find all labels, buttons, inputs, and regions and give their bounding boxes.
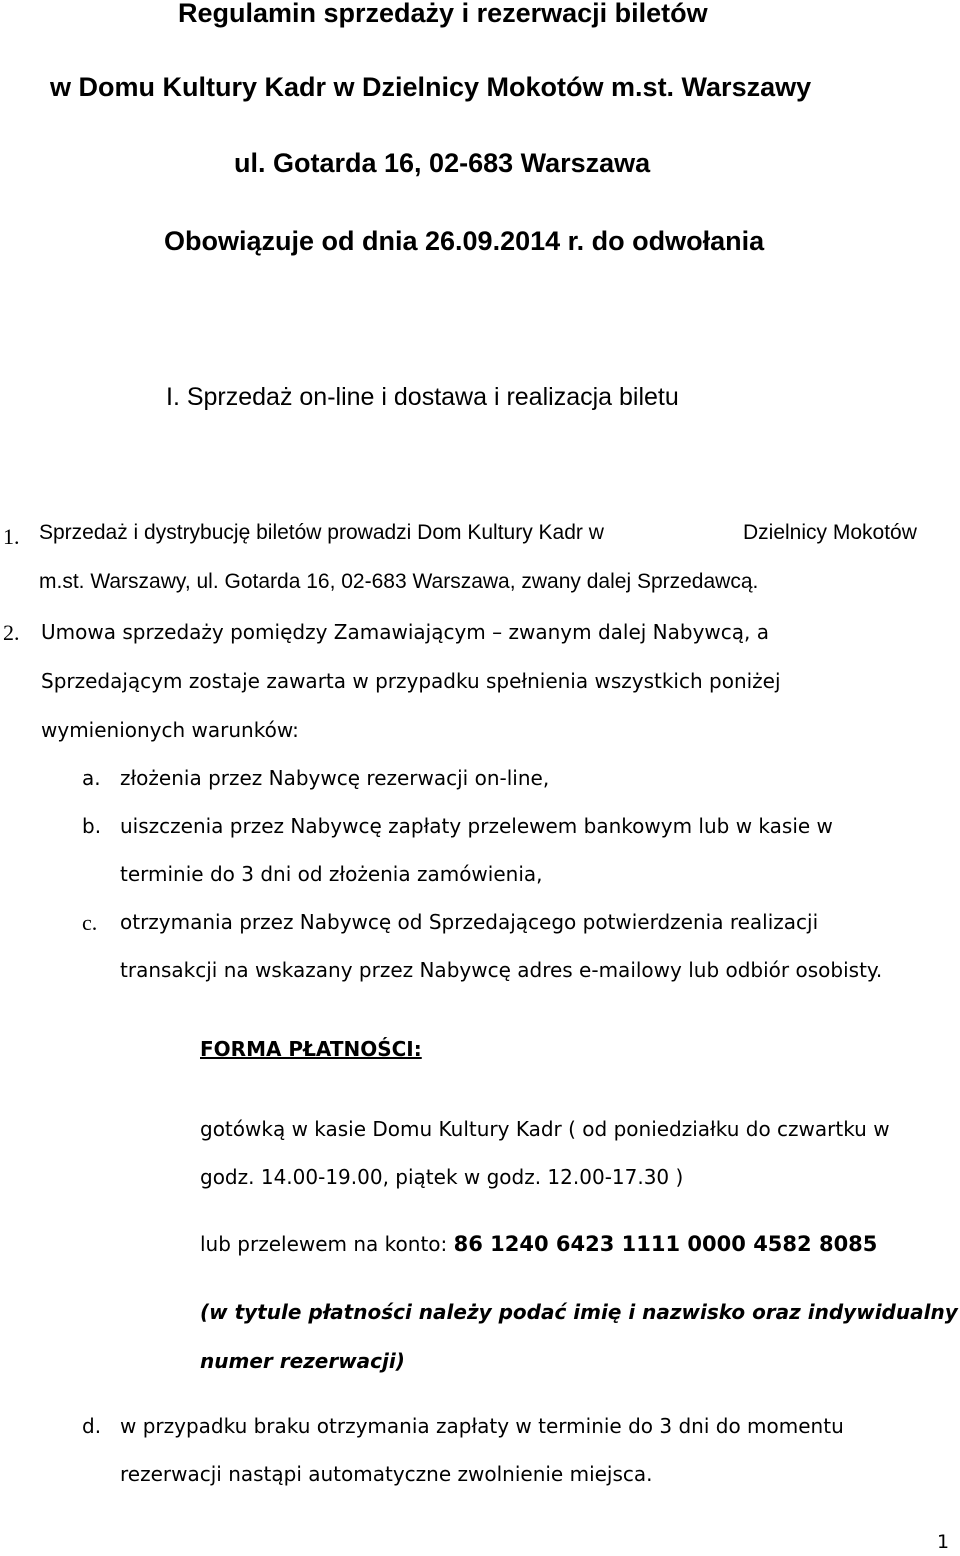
sub-c-line-1: otrzymania przez Nabywcę od Sprzedającego potwierdzenia realizacji xyxy=(120,910,819,934)
doc-title-line-1: Regulamin sprzedaży i rezerwacji biletów xyxy=(178,0,708,28)
item-2-number: 2. xyxy=(3,620,20,645)
page-number: 1 xyxy=(937,1531,950,1553)
item-1-number: 1. xyxy=(3,524,20,549)
payment-note-line-2: numer rezerwacji) xyxy=(200,1349,405,1373)
item-1-line-2: m.st. Warszawy, ul. Gotarda 16, 02-683 Warszawa, zwany dalej Sprzedawcą. xyxy=(39,570,759,593)
item-1-line-1b: Dzielnicy Mokotów xyxy=(743,521,917,544)
sub-a-text: złożenia przez Nabywcę rezerwacji on-line, xyxy=(120,766,550,790)
doc-title-line-2: w Domu Kultury Kadr w Dzielnicy Mokotów m.st. Warszawy xyxy=(50,72,812,102)
payment-cash-line-1: gotówką w kasie Domu Kultury Kadr ( od poniedziałku do czwartku w xyxy=(200,1117,890,1141)
payment-cash-line-2: godz. 14.00-19.00, piątek w godz. 12.00-17.30 ) xyxy=(200,1165,684,1189)
item-1-line-1a: Sprzedaż i dystrybucję biletów prowadzi Dom Kultury Kadr w xyxy=(39,521,604,544)
payment-note-line-1: (w tytule płatności należy podać imię i nazwisko oraz indywidualny xyxy=(200,1300,958,1324)
sub-d-line-2: rezerwacji nastąpi automatyczne zwolnienie miejsca. xyxy=(120,1462,653,1486)
section-heading: I. Sprzedaż on-line i dostawa i realizacja biletu xyxy=(166,383,679,411)
payment-heading: FORMA PŁATNOŚCI: xyxy=(200,1037,422,1061)
sub-a-label: a. xyxy=(82,766,101,790)
payment-transfer-line xyxy=(200,1232,877,1256)
doc-title-line-3: ul. Gotarda 16, 02-683 Warszawa xyxy=(234,148,651,178)
sub-c-label: c. xyxy=(82,910,98,935)
sub-d-label: d. xyxy=(82,1414,102,1438)
sub-b-line-2: terminie do 3 dni od złożenia zamówienia, xyxy=(120,862,543,886)
bank-account-number: 86 1240 6423 1111 0000 4582 8085 xyxy=(453,1232,878,1256)
item-2-line-2: Sprzedającym zostaje zawarta w przypadku spełnienia wszystkich poniżej xyxy=(41,669,781,693)
payment-transfer-prefix: lub przelewem na konto: xyxy=(200,1232,454,1256)
sub-d-line-1: w przypadku braku otrzymania zapłaty w terminie do 3 dni do momentu xyxy=(120,1414,844,1438)
sub-b-label: b. xyxy=(82,814,102,838)
sub-b-line-1: uiszczenia przez Nabywcę zapłaty przelewem bankowym lub w kasie w xyxy=(120,814,833,838)
item-2-line-1: Umowa sprzedaży pomiędzy Zamawiającym – zwanym dalej Nabywcą, a xyxy=(41,620,769,644)
item-2-line-3: wymienionych warunków: xyxy=(41,718,299,742)
doc-title-line-4: Obowiązuje od dnia 26.09.2014 r. do odwołania xyxy=(164,226,765,256)
sub-c-line-2: transakcji na wskazany przez Nabywcę adres e-mailowy lub odbiór osobisty. xyxy=(120,958,883,982)
